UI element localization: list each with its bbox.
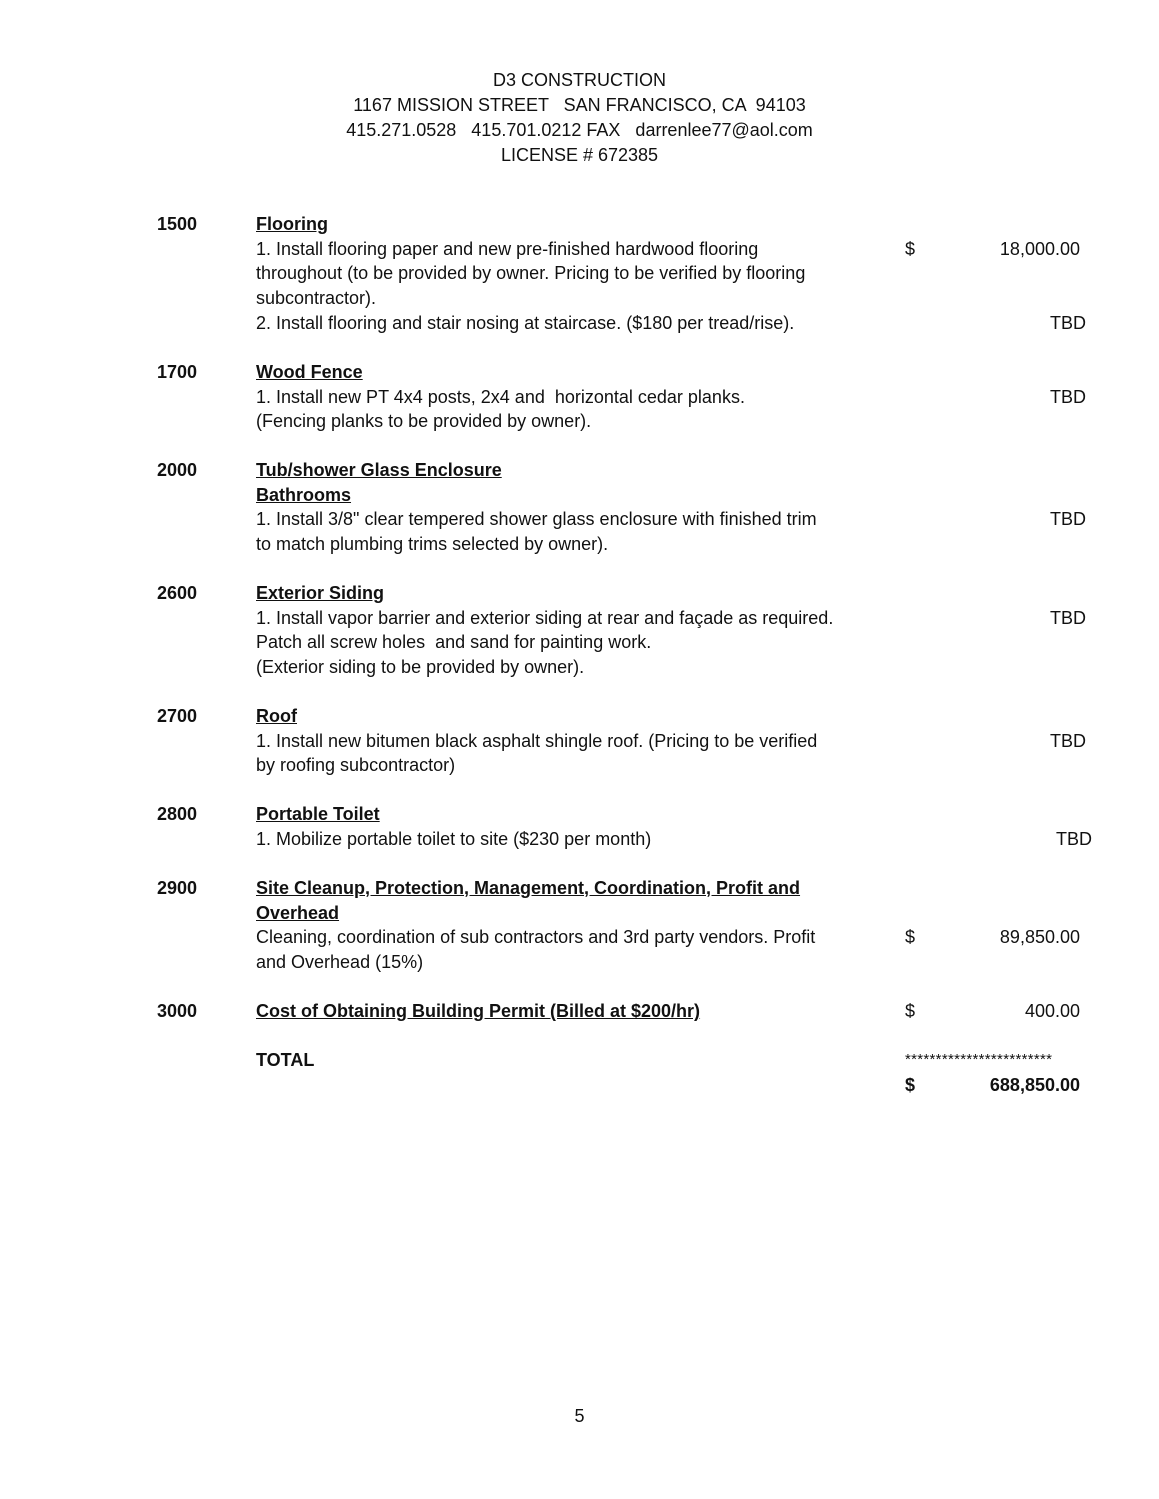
item-description <box>256 876 896 975</box>
company-contact: 415.271.0528 415.701.0212 FAX darrenlee77@aol.com <box>346 120 813 140</box>
item-line: 1. Install vapor barrier and exterior siding at rear and façade as required. <box>256 607 834 628</box>
item-code: 3000 <box>157 1001 198 1021</box>
item-description <box>256 360 896 434</box>
total-separator: ************************ <box>905 1051 1053 1068</box>
currency-symbol: $ <box>905 927 916 948</box>
item-description <box>256 999 896 1024</box>
item-title: Flooring <box>256 214 328 234</box>
item-line: (Exterior siding to be provided by owner). <box>256 657 585 678</box>
item-title: Wood Fence <box>256 362 363 382</box>
item-description <box>256 458 896 557</box>
item-title: Cost of Obtaining Building Permit (Billed at $200/hr) <box>256 1001 701 1021</box>
item-price: TBD <box>1050 312 1086 333</box>
company-name: D3 CONSTRUCTION <box>492 70 666 90</box>
item-price: TBD <box>1050 509 1086 530</box>
item-line: Patch all screw holes and sand for painting work. <box>256 632 652 653</box>
item-title: Roof <box>256 706 297 726</box>
currency-symbol: $ <box>905 1001 916 1021</box>
item-price: 89,850.00 <box>999 927 1080 948</box>
item-line: 1. Mobilize portable toilet to site ($230 per month) <box>256 828 652 849</box>
item-line: throughout (to be provided by owner. Pricing to be verified by flooring <box>256 263 806 284</box>
item-line: 1. Install new bitumen black asphalt shingle roof. (Pricing to be verified <box>256 730 818 751</box>
letterhead <box>0 68 1159 168</box>
item-title: Exterior Siding <box>256 583 385 603</box>
item-title: Site Cleanup, Protection, Management, Coordination, Profit and <box>256 878 801 898</box>
item-title: Portable Toilet <box>256 804 380 824</box>
item-price: 400.00 <box>1024 1001 1080 1021</box>
company-address: 1167 MISSION STREET SAN FRANCISCO, CA 94103 <box>353 95 806 115</box>
item-price: 18,000.00 <box>999 238 1080 259</box>
item-line: 1. Install new PT 4x4 posts, 2x4 and horizontal cedar planks. <box>256 386 745 407</box>
item-description <box>256 802 896 851</box>
item-code: 2800 <box>157 804 198 824</box>
license-number: LICENSE # 672385 <box>500 145 659 165</box>
currency-symbol: $ <box>905 238 916 259</box>
item-line: 1. Install flooring paper and new pre-finished hardwood flooring <box>256 238 759 259</box>
item-price: TBD <box>1050 607 1086 628</box>
item-title-continued: Overhead <box>256 902 340 923</box>
item-line: subcontractor). <box>256 288 377 309</box>
total-label: TOTAL <box>256 1050 315 1070</box>
item-line: 2. Install flooring and stair nosing at staircase. ($180 per tread/rise). <box>256 312 795 333</box>
item-code: 1500 <box>157 214 198 234</box>
item-code: 2900 <box>157 878 198 898</box>
item-price: TBD <box>1050 730 1086 751</box>
item-description <box>256 212 896 336</box>
item-price: TBD <box>1056 828 1092 849</box>
item-line: by roofing subcontractor) <box>256 755 456 776</box>
item-price: TBD <box>1050 386 1086 407</box>
page-number: 5 <box>574 1406 585 1426</box>
item-line: to match plumbing trims selected by owner). <box>256 534 609 555</box>
item-line: and Overhead (15%) <box>256 952 424 973</box>
currency-symbol: $ <box>905 1075 916 1095</box>
item-code: 2000 <box>157 460 198 480</box>
item-code: 1700 <box>157 362 198 382</box>
item-line: Cleaning, coordination of sub contractors and 3rd party vendors. Profit <box>256 927 816 948</box>
total-amount: 688,850.00 <box>989 1075 1080 1095</box>
item-code: 2700 <box>157 706 198 726</box>
item-code: 2600 <box>157 583 198 603</box>
item-title: Tub/shower Glass Enclosure <box>256 460 502 480</box>
item-description <box>256 581 896 680</box>
item-subtitle: Bathrooms <box>256 484 352 505</box>
item-description <box>256 704 896 778</box>
item-line: (Fencing planks to be provided by owner). <box>256 411 592 432</box>
item-line: 1. Install 3/8" clear tempered shower glass enclosure with finished trim <box>256 509 817 530</box>
